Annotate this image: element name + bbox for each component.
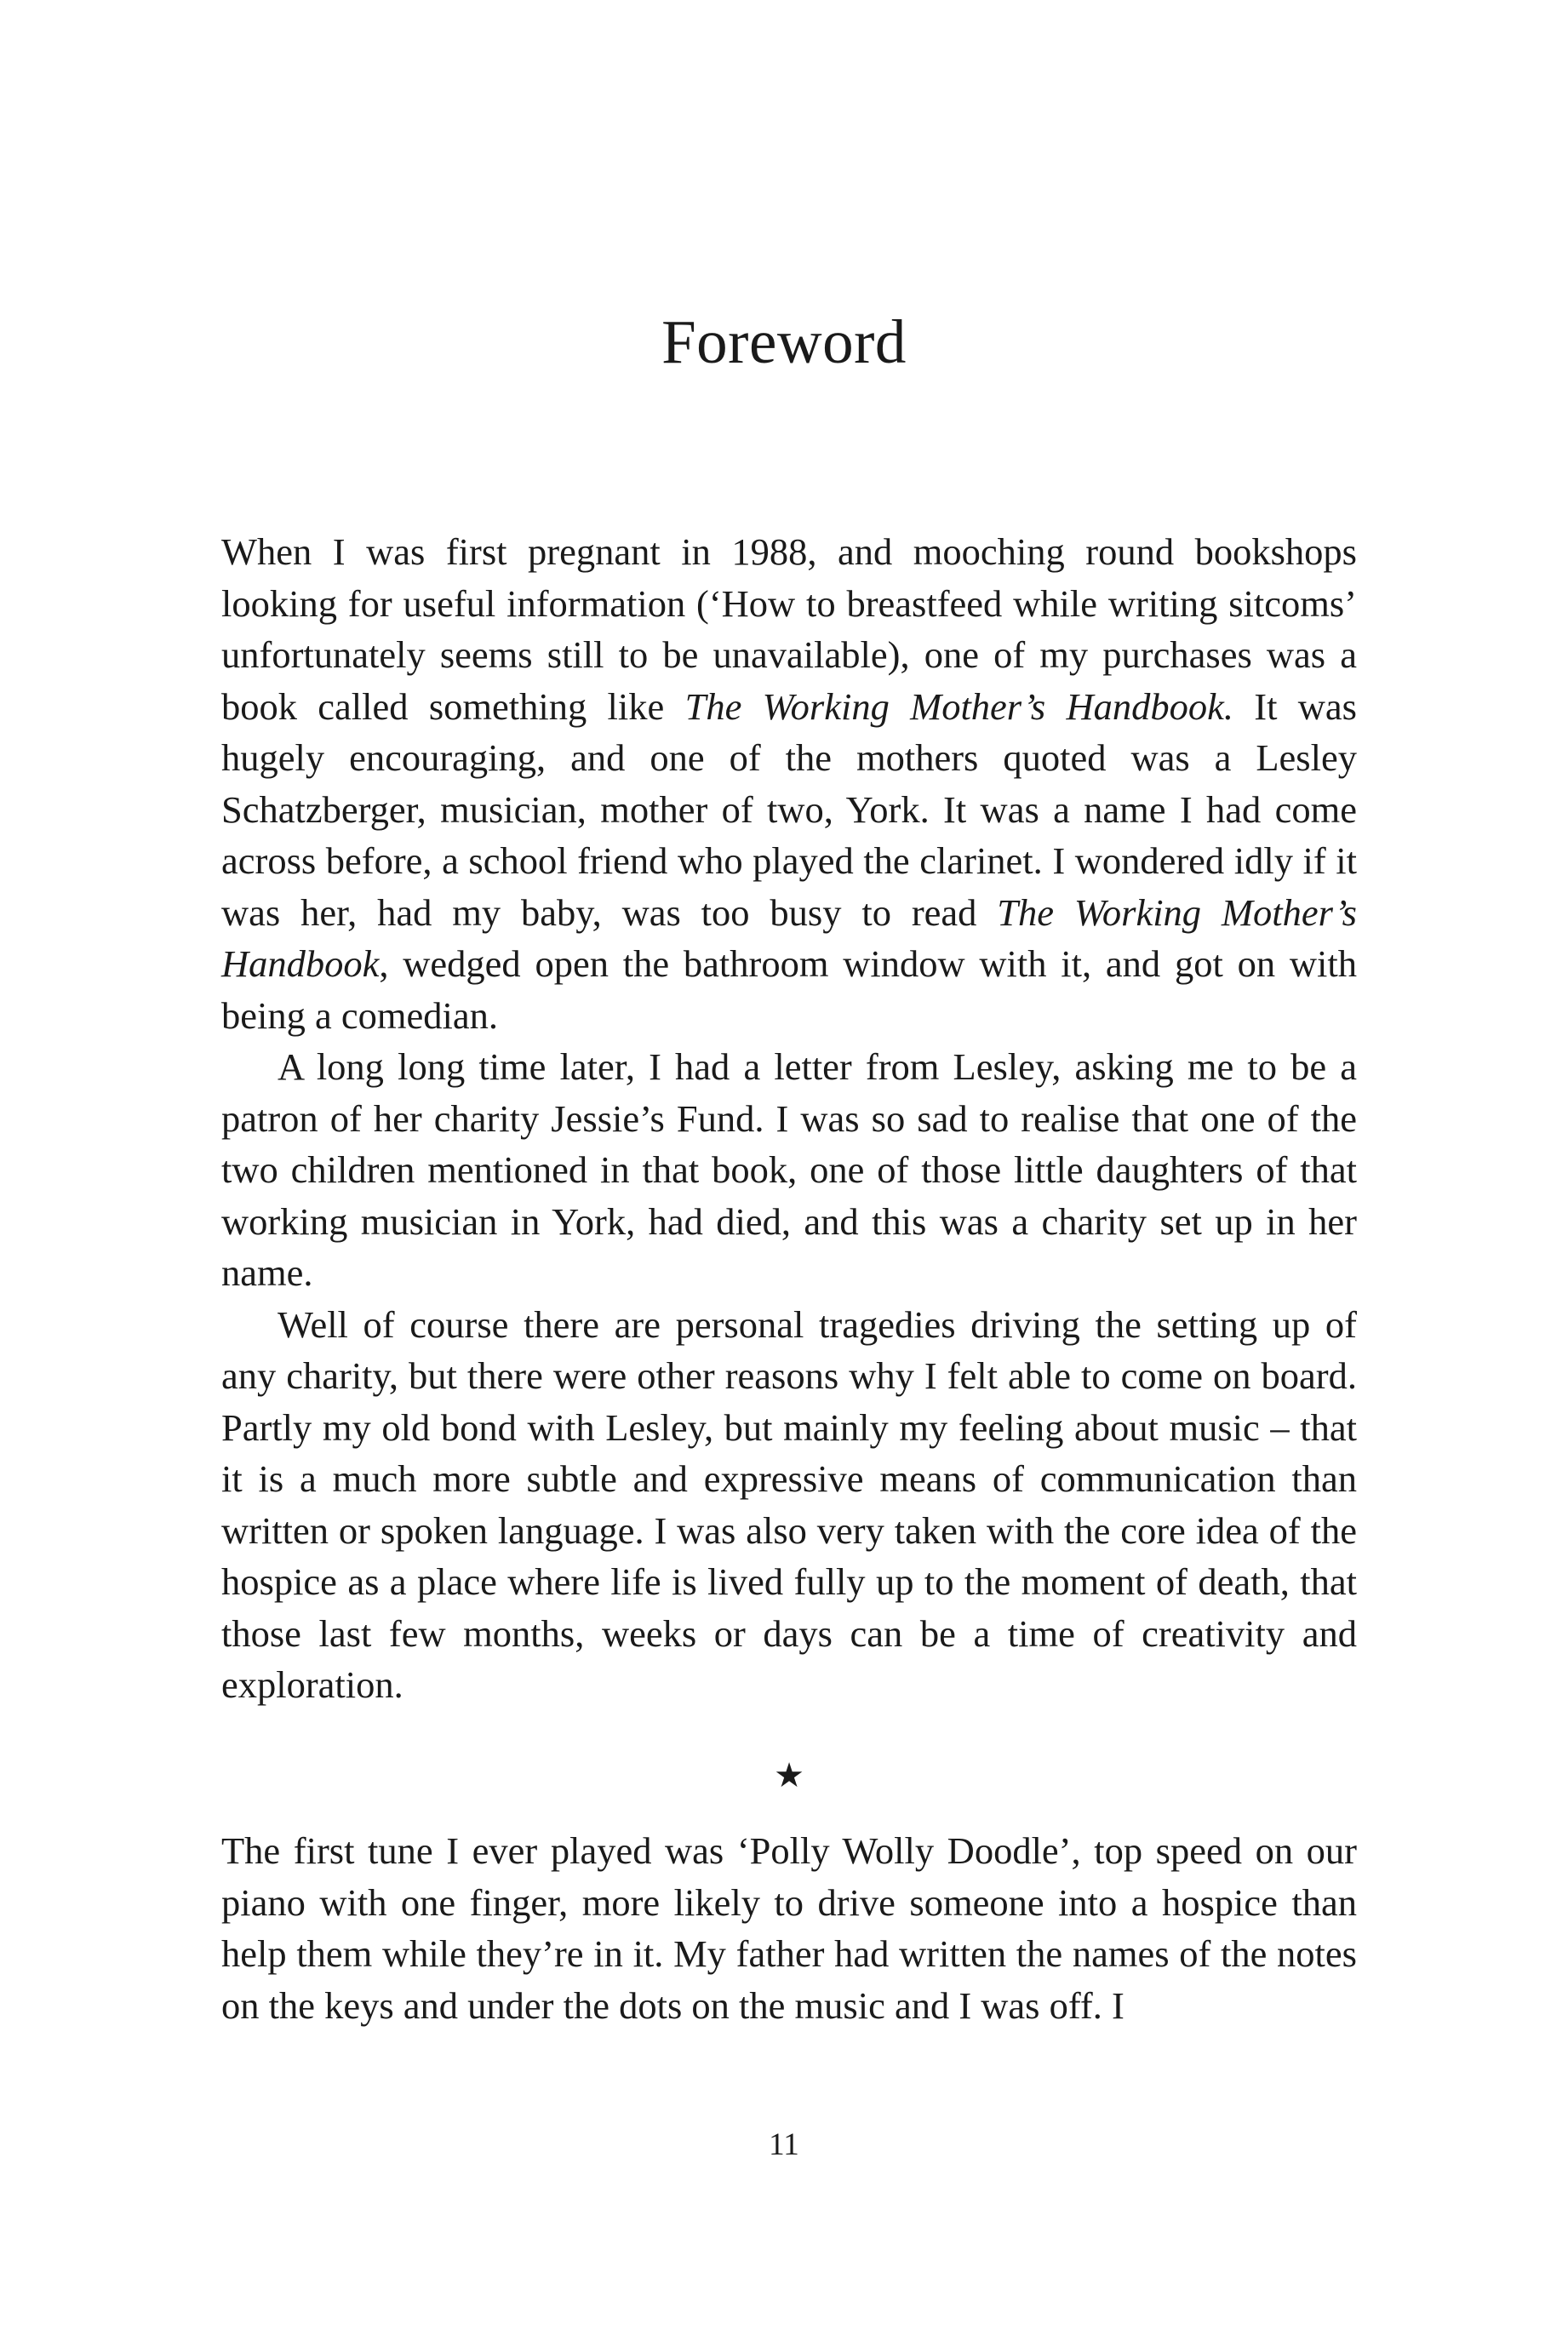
body-text (221, 526, 1357, 2031)
paragraph-1-text-b: It was hugely encouraging, and one of the mothers quoted was a Lesley Schatzberger, musician, mother of two, York. It was a name I had come across before, a school friend who played the clarinet. I wondered idly if it was her, had my baby, was too busy to read (221, 684, 1357, 934)
paragraph-1-text-c: , wedged open the bathroom window with it, and got on with being a comedian. (221, 942, 1357, 1037)
paragraph-3: Well of course there are personal tragedies driving the setting up of any charity, but there were other reasons why I felt able to come on board. Partly my old bond with Lesley, but mainly my feeling about music – that it is a much more subtle and expressive means of communication than written or spoken language. I was also very taken with the core idea of the hospice as a place where life is lived fully up to the moment of death, that those last few months, weeks or days can be a time of creativity and exploration. (221, 1302, 1357, 1706)
book-title-italic-2: The Working Mother’s Handbook (221, 890, 1357, 985)
paragraph-1 (221, 526, 1357, 1041)
section-break-star-icon: ★ (774, 1755, 804, 1795)
paragraph-1-text-a: When I was first pregnant in 1988, and mooching round bookshops looking for useful information (‘How to breastfeed while writing sitcoms’ unfortunately seems still to be unavailable), one of my purchases was a book called something like (221, 530, 1357, 728)
page-number: 11 (769, 2127, 799, 2162)
paragraph-2: A long long time later, I had a letter from Lesley, asking me to be a patron of her charity Jessie’s Fund. I was so sad to realise that one of the two children mentioned in that book, one of those little daughters of that working musician in York, had died, and this was a charity set up in her name. (221, 1045, 1357, 1294)
book-title-italic-1: The Working Mother’s Handbook. (684, 684, 1233, 728)
paragraph-4: The first tune I ever played was ‘Polly Wolly Doodle’, top speed on our piano with one finger, more likely to drive someone into a hospice than help them while they’re in it. My father had written the names of the notes on the keys and under the dots on the music and I was off. I (221, 1829, 1357, 2027)
chapter-title: Foreword (661, 307, 907, 376)
